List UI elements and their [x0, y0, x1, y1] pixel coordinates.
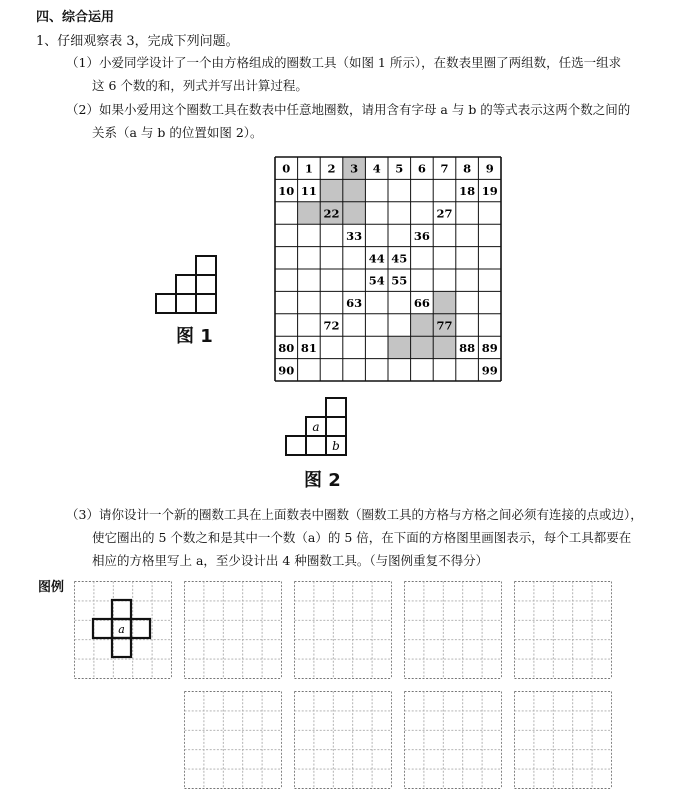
part3-line2: 使它圈出的 5 个数之和是其中一个数（a）的 5 倍，在下面的方格图里画图表示，每个工具都要在: [92, 530, 632, 545]
table-cell-number: 2: [327, 161, 336, 176]
shaded-cell: [343, 179, 366, 201]
shaded-cell: [433, 336, 456, 358]
table-cell-number: 9: [485, 161, 494, 176]
answer-grid-6[interactable]: [293, 690, 393, 790]
part1-line2: 这 6 个数的和，列式并写出计算过程。: [92, 78, 308, 93]
part1-line1: （1）小爱同学设计了一个由方格组成的圈数工具（如图 1 所示），在数表里圈了两组数，任选一组求: [66, 55, 622, 70]
figure2-caption: 图 2: [304, 470, 341, 491]
shaded-cell: [433, 291, 456, 313]
table-cell-number: 22: [323, 206, 340, 221]
table-cell-number: 10: [278, 184, 295, 199]
table-cell-number: 54: [368, 273, 385, 288]
table-cell-number: 45: [391, 251, 408, 266]
table-cell-number: 6: [417, 161, 426, 176]
legend-grid: [73, 580, 173, 680]
table-cell-number: 44: [368, 251, 385, 266]
table-cell-number: 7: [440, 161, 449, 176]
figure2-tool-shape: [285, 396, 351, 460]
table-cell-number: 90: [278, 363, 295, 378]
table-cell-number: 0: [282, 161, 291, 176]
table-cell-number: 33: [346, 228, 363, 243]
table-cell-number: 77: [436, 318, 453, 333]
answer-grid-4[interactable]: [513, 580, 613, 680]
part3-line3: 相应的方格里写上 a，至少设计出 4 种圈数工具。（与图例重复不得分）: [92, 553, 489, 568]
figure2-label-b: b: [332, 439, 340, 453]
table-cell-number: 1: [304, 161, 313, 176]
answer-grid-2[interactable]: [293, 580, 393, 680]
answer-grid-1[interactable]: [183, 580, 283, 680]
legend-label: 图例: [38, 580, 65, 595]
number-table: [273, 155, 505, 385]
legend-cell-label: a: [118, 623, 125, 636]
table-cell-number: 89: [481, 340, 498, 355]
answer-grid-3[interactable]: [403, 580, 503, 680]
table-cell-number: 27: [436, 206, 453, 221]
shaded-cell: [388, 336, 411, 358]
part3-line1: （3）请你设计一个新的圈数工具在上面数表中圈数（圈数工具的方格与方格之间必须有连接的点或边），: [66, 507, 643, 522]
table-cell-number: 88: [459, 340, 476, 355]
figure2-label-a: a: [312, 420, 320, 434]
figure1-tool-shape: [155, 254, 225, 316]
table-cell-number: 18: [459, 184, 476, 199]
table-cell-number: 66: [413, 296, 430, 311]
section-title: 四、综合运用: [36, 10, 115, 25]
table-cell-number: 11: [300, 184, 317, 199]
table-cell-number: 5: [395, 161, 404, 176]
shaded-cell: [343, 202, 366, 224]
part2-line1: （2）如果小爱用这个圈数工具在数表中任意地圈数，请用含有字母 a 与 b 的等式表示这两个数之间的: [66, 102, 631, 117]
table-cell-number: 63: [346, 296, 363, 311]
table-cell-number: 4: [372, 161, 381, 176]
table-cell-number: 72: [323, 318, 340, 333]
table-cell-number: 19: [481, 184, 498, 199]
table-cell-number: 8: [463, 161, 472, 176]
answer-grid-7[interactable]: [403, 690, 503, 790]
table-cell-number: 55: [391, 273, 408, 288]
shaded-cell: [411, 336, 434, 358]
answer-grid-5[interactable]: [183, 690, 283, 790]
table-cell-number: 3: [350, 161, 359, 176]
table-cell-number: 81: [300, 340, 317, 355]
part2-line2: 关系（a 与 b 的位置如图 2）。: [92, 125, 263, 140]
shaded-cell: [411, 314, 434, 336]
shaded-cell: [320, 179, 343, 201]
shaded-cell: [298, 202, 321, 224]
figure1-caption: 图 1: [176, 326, 213, 347]
answer-grid-8[interactable]: [513, 690, 613, 790]
question-1-intro: 1、仔细观察表 3，完成下列问题。: [36, 34, 239, 49]
table-cell-number: 80: [278, 340, 295, 355]
table-cell-number: 36: [413, 228, 430, 243]
table-cell-number: 99: [481, 363, 498, 378]
